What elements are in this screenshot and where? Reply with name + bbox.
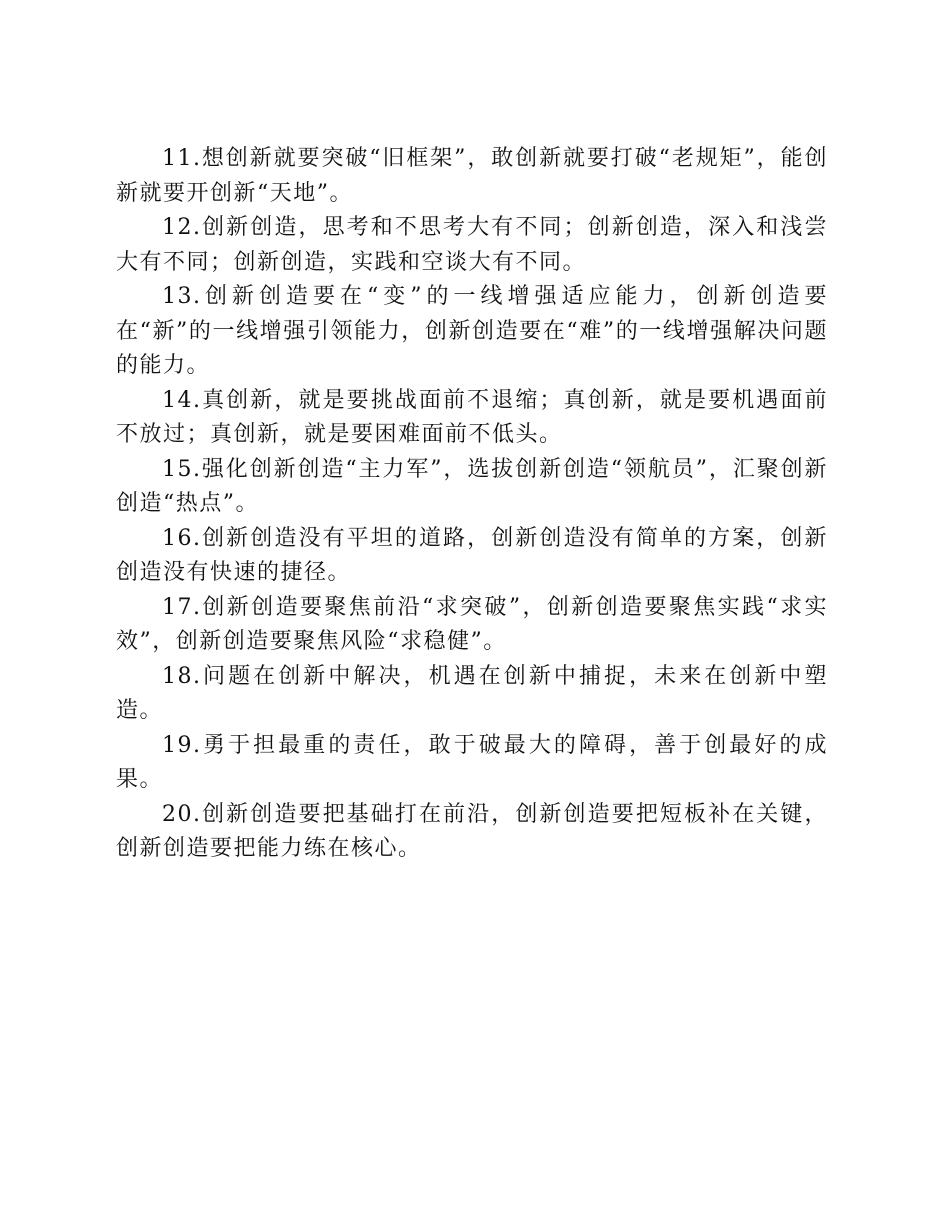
paragraph-15: 15.强化创新创造“主力军”，选拔创新创造“领航员”，汇聚创新创造“热点”。 xyxy=(116,456,828,516)
paragraph-20: 20.创新创造要把基础打在前沿，创新创造要把短板补在关键，创新创造要把能力练在核心。 xyxy=(116,801,828,861)
document-body xyxy=(116,142,828,867)
paragraph-16: 16.创新创造没有平坦的道路，创新创造没有简单的方案，创新创造没有快速的捷径。 xyxy=(116,525,828,585)
paragraph-17: 17.创新创造要聚焦前沿“求突破”，创新创造要聚焦实践“求实效”，创新创造要聚焦风险“求稳健”。 xyxy=(116,594,828,654)
paragraph-18: 18.问题在创新中解决，机遇在创新中捕捉，未来在创新中塑造。 xyxy=(116,663,828,723)
paragraph-11: 11.想创新就要突破“旧框架”，敢创新就要打破“老规矩”，能创新就要开创新“天地”。 xyxy=(116,146,828,206)
paragraph-13: 13.创新创造要在“变”的一线增强适应能力，创新创造要在“新”的一线增强引领能力，创新创造要在“难”的一线增强解决问题的能力。 xyxy=(116,284,828,378)
paragraph-14: 14.真创新，就是要挑战面前不退缩；真创新，就是要机遇面前不放过；真创新，就是要困难面前不低头。 xyxy=(116,387,828,447)
paragraph-19: 19.勇于担最重的责任，敢于破最大的障碍，善于创最好的成果。 xyxy=(116,732,828,792)
paragraph-12: 12.创新创造，思考和不思考大有不同；创新创造，深入和浅尝大有不同；创新创造，实践和空谈大有不同。 xyxy=(116,215,828,275)
